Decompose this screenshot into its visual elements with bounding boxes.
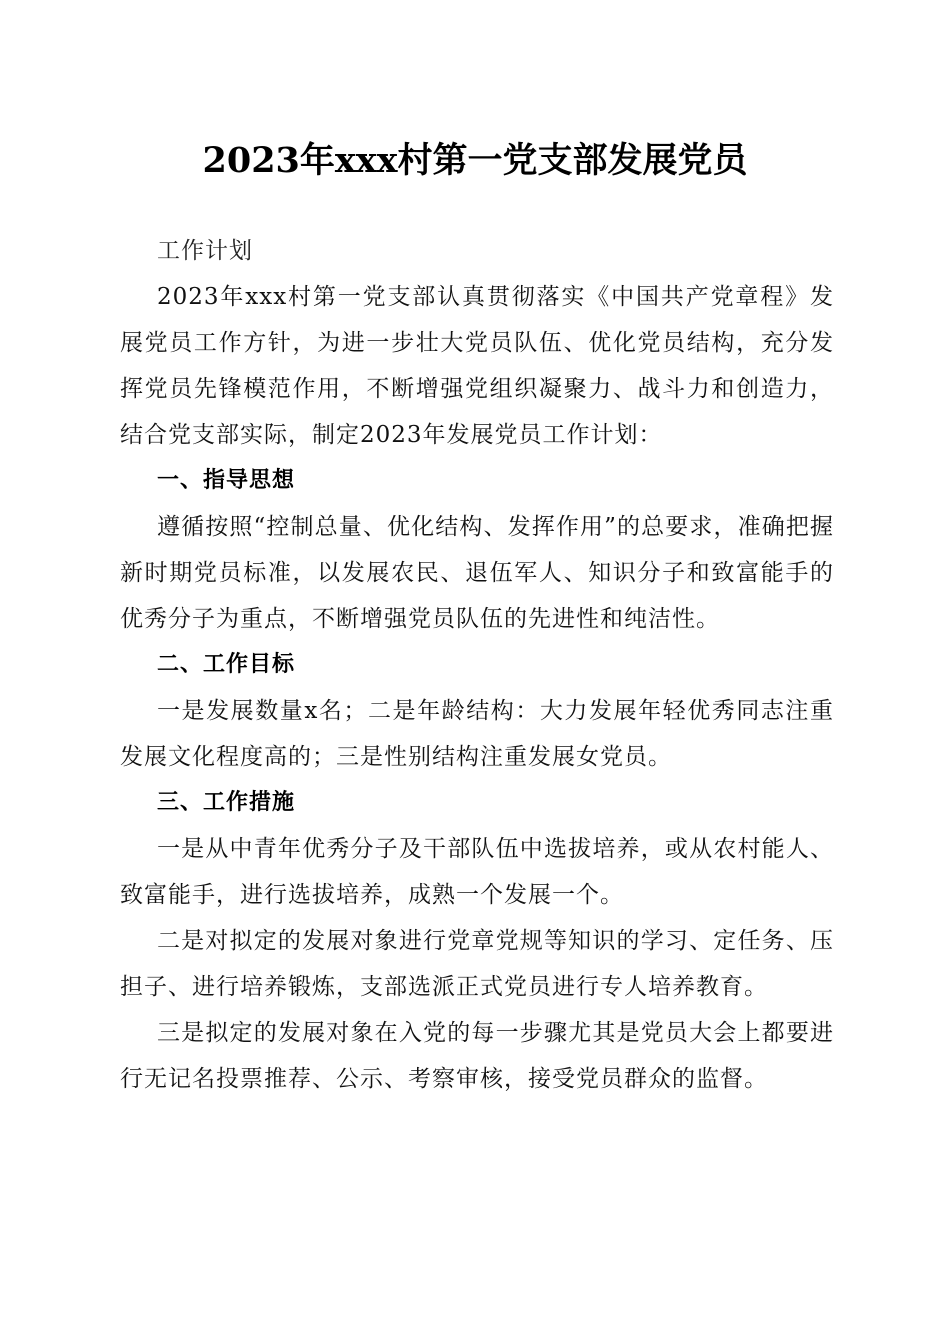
work-measure-paragraph-1: 一是从中青年优秀分子及干部队伍中选拔培养，或从农村能人、致富能手，进行选拔培养，成熟一个发展一个。 [120,836,834,908]
section-heading-guiding-ideology: 一、指导思想 [157,468,296,493]
document-subtitle: 工作计划 [157,238,253,264]
document-title: 2023年xxx村第一党支部发展党员 [202,140,748,181]
guiding-ideology-paragraph: 遵循按照“控制总量、优化结构、发挥作用”的总要求，准确把握新时期党员标准，以发展农民、退伍军人、知识分子和致富能手的优秀分子为重点，不断增强党员队伍的先进性和纯洁性。 [120,514,834,632]
intro-paragraph: 2023年xxx村第一党支部认真贯彻落实《中国共产党章程》发展党员工作方针，为进一步壮大党员队伍、优化党员结构，充分发挥党员先锋模范作用，不断增强党组织凝聚力、战斗力和创造力，结合党支部实际，制定2023年发展党员工作计划： [120,284,834,448]
document-body [120,228,834,1102]
work-goals-paragraph: 一是发展数量x名；二是年龄结构：大力发展年轻优秀同志注重发展文化程度高的；三是性别结构注重发展女党员。 [120,698,834,770]
work-measure-paragraph-3: 三是拟定的发展对象在入党的每一步骤尤其是党员大会上都要进行无记名投票推荐、公示、考察审核，接受党员群众的监督。 [120,1020,834,1092]
work-measure-paragraph-2: 二是对拟定的发展对象进行党章党规等知识的学习、定任务、压担子、进行培养锻炼，支部选派正式党员进行专人培养教育。 [120,928,834,1000]
section-heading-work-goals: 二、工作目标 [157,652,296,677]
section-heading-work-measures: 三、工作措施 [157,790,296,815]
